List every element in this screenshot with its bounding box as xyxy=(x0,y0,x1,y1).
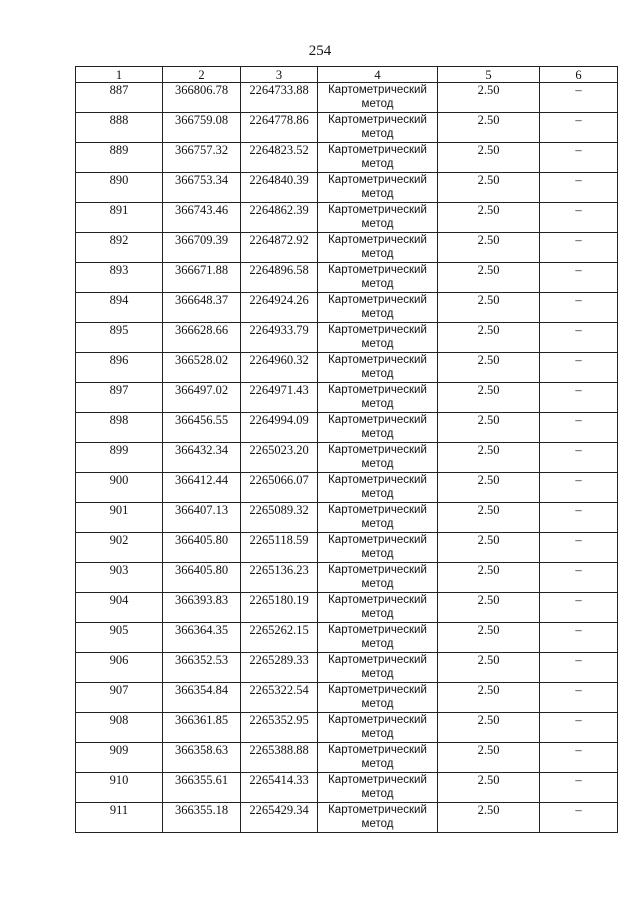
precision-cell: 2.50 xyxy=(438,743,540,773)
note-cell: – xyxy=(540,623,618,653)
y-coordinate-cell: 2265429.34 xyxy=(241,803,318,833)
y-coordinate-cell: 2264862.39 xyxy=(241,203,318,233)
table-row xyxy=(76,323,618,353)
table-row xyxy=(76,713,618,743)
method-cell xyxy=(318,263,438,293)
note-cell: – xyxy=(540,743,618,773)
method-line-2: метод xyxy=(361,458,394,470)
method-line-2: метод xyxy=(361,398,394,410)
x-coordinate-cell: 366405.80 xyxy=(163,533,241,563)
method-cell xyxy=(318,623,438,653)
column-header-5: 5 xyxy=(438,67,540,83)
x-coordinate-cell: 366497.02 xyxy=(163,383,241,413)
point-number-cell: 909 xyxy=(76,743,163,773)
y-coordinate-cell: 2265089.32 xyxy=(241,503,318,533)
method-cell xyxy=(318,173,438,203)
note-cell: – xyxy=(540,83,618,113)
method-line-2: метод xyxy=(361,308,394,320)
method-line-1: Картометрический xyxy=(328,204,427,216)
method-cell xyxy=(318,683,438,713)
x-coordinate-cell: 366361.85 xyxy=(163,713,241,743)
y-coordinate-cell: 2264872.92 xyxy=(241,233,318,263)
method-line-2: метод xyxy=(361,608,394,620)
point-number-cell: 903 xyxy=(76,563,163,593)
x-coordinate-cell: 366709.39 xyxy=(163,233,241,263)
method-line-2: метод xyxy=(361,758,394,770)
y-coordinate-cell: 2265262.15 xyxy=(241,623,318,653)
header-row xyxy=(76,67,618,83)
table-body xyxy=(76,83,618,833)
note-cell: – xyxy=(540,113,618,143)
precision-cell: 2.50 xyxy=(438,443,540,473)
table-row xyxy=(76,743,618,773)
y-coordinate-cell: 2265023.20 xyxy=(241,443,318,473)
table-row xyxy=(76,533,618,563)
point-number-cell: 896 xyxy=(76,353,163,383)
method-line-1: Картометрический xyxy=(328,294,427,306)
table-row xyxy=(76,173,618,203)
x-coordinate-cell: 366407.13 xyxy=(163,503,241,533)
method-line-2: метод xyxy=(361,188,394,200)
note-cell: – xyxy=(540,353,618,383)
point-number-cell: 897 xyxy=(76,383,163,413)
point-number-cell: 892 xyxy=(76,233,163,263)
column-header-3: 3 xyxy=(241,67,318,83)
precision-cell: 2.50 xyxy=(438,713,540,743)
precision-cell: 2.50 xyxy=(438,83,540,113)
page-number: 254 xyxy=(308,43,332,59)
note-cell: – xyxy=(540,263,618,293)
table-row xyxy=(76,413,618,443)
x-coordinate-cell: 366432.34 xyxy=(163,443,241,473)
point-number-cell: 906 xyxy=(76,653,163,683)
method-line-1: Картометрический xyxy=(328,174,427,186)
method-cell xyxy=(318,353,438,383)
precision-cell: 2.50 xyxy=(438,293,540,323)
note-cell: – xyxy=(540,443,618,473)
precision-cell: 2.50 xyxy=(438,503,540,533)
table-row xyxy=(76,623,618,653)
method-line-1: Картометрический xyxy=(328,564,427,576)
column-header-6: 6 xyxy=(540,67,618,83)
point-number-cell: 901 xyxy=(76,503,163,533)
x-coordinate-cell: 366628.66 xyxy=(163,323,241,353)
x-coordinate-cell: 366528.02 xyxy=(163,353,241,383)
x-coordinate-cell: 366393.83 xyxy=(163,593,241,623)
method-cell xyxy=(318,773,438,803)
point-number-cell: 888 xyxy=(76,113,163,143)
point-number-cell: 911 xyxy=(76,803,163,833)
point-number-cell: 900 xyxy=(76,473,163,503)
table-row xyxy=(76,203,618,233)
x-coordinate-cell: 366412.44 xyxy=(163,473,241,503)
y-coordinate-cell: 2264933.79 xyxy=(241,323,318,353)
method-cell xyxy=(318,443,438,473)
method-line-2: метод xyxy=(361,518,394,530)
precision-cell: 2.50 xyxy=(438,113,540,143)
table-row xyxy=(76,113,618,143)
y-coordinate-cell: 2265118.59 xyxy=(241,533,318,563)
method-line-1: Картометрический xyxy=(328,474,427,486)
table-row xyxy=(76,773,618,803)
method-cell xyxy=(318,83,438,113)
method-line-2: метод xyxy=(361,278,394,290)
point-number-cell: 895 xyxy=(76,323,163,353)
point-number-cell: 899 xyxy=(76,443,163,473)
precision-cell: 2.50 xyxy=(438,683,540,713)
point-number-cell: 905 xyxy=(76,623,163,653)
note-cell: – xyxy=(540,173,618,203)
method-line-1: Картометрический xyxy=(328,624,427,636)
precision-cell: 2.50 xyxy=(438,593,540,623)
x-coordinate-cell: 366753.34 xyxy=(163,173,241,203)
x-coordinate-cell: 366648.37 xyxy=(163,293,241,323)
method-line-1: Картометрический xyxy=(328,714,427,726)
point-number-cell: 891 xyxy=(76,203,163,233)
y-coordinate-cell: 2264896.58 xyxy=(241,263,318,293)
x-coordinate-cell: 366358.63 xyxy=(163,743,241,773)
table-row xyxy=(76,263,618,293)
note-cell: – xyxy=(540,143,618,173)
method-line-2: метод xyxy=(361,668,394,680)
note-cell: – xyxy=(540,803,618,833)
method-cell xyxy=(318,653,438,683)
note-cell: – xyxy=(540,563,618,593)
method-line-1: Картометрический xyxy=(328,144,427,156)
precision-cell: 2.50 xyxy=(438,143,540,173)
method-line-1: Картометрический xyxy=(328,744,427,756)
table-row xyxy=(76,653,618,683)
method-line-2: метод xyxy=(361,248,394,260)
y-coordinate-cell: 2264994.09 xyxy=(241,413,318,443)
note-cell: – xyxy=(540,383,618,413)
method-cell xyxy=(318,563,438,593)
method-line-1: Картометрический xyxy=(328,354,427,366)
table-row xyxy=(76,383,618,413)
method-line-2: метод xyxy=(361,638,394,650)
x-coordinate-cell: 366806.78 xyxy=(163,83,241,113)
method-cell xyxy=(318,713,438,743)
y-coordinate-cell: 2265414.33 xyxy=(241,773,318,803)
y-coordinate-cell: 2265180.19 xyxy=(241,593,318,623)
method-line-1: Картометрический xyxy=(328,444,427,456)
point-number-cell: 893 xyxy=(76,263,163,293)
table-row xyxy=(76,593,618,623)
precision-cell: 2.50 xyxy=(438,323,540,353)
y-coordinate-cell: 2265289.33 xyxy=(241,653,318,683)
table-row xyxy=(76,683,618,713)
method-line-1: Картометрический xyxy=(328,504,427,516)
table-row xyxy=(76,563,618,593)
y-coordinate-cell: 2264924.26 xyxy=(241,293,318,323)
y-coordinate-cell: 2265352.95 xyxy=(241,713,318,743)
method-line-1: Картометрический xyxy=(328,594,427,606)
precision-cell: 2.50 xyxy=(438,803,540,833)
method-cell xyxy=(318,593,438,623)
precision-cell: 2.50 xyxy=(438,383,540,413)
y-coordinate-cell: 2264823.52 xyxy=(241,143,318,173)
method-line-2: метод xyxy=(361,98,394,110)
note-cell: – xyxy=(540,323,618,353)
method-line-1: Картометрический xyxy=(328,654,427,666)
column-header-2: 2 xyxy=(163,67,241,83)
note-cell: – xyxy=(540,653,618,683)
method-line-2: метод xyxy=(361,818,394,830)
point-number-cell: 898 xyxy=(76,413,163,443)
method-line-1: Картометрический xyxy=(328,384,427,396)
method-cell xyxy=(318,473,438,503)
method-cell xyxy=(318,293,438,323)
note-cell: – xyxy=(540,683,618,713)
table-row xyxy=(76,233,618,263)
table-row xyxy=(76,83,618,113)
y-coordinate-cell: 2265388.88 xyxy=(241,743,318,773)
table-row xyxy=(76,353,618,383)
x-coordinate-cell: 366354.84 xyxy=(163,683,241,713)
method-line-1: Картометрический xyxy=(328,324,427,336)
precision-cell: 2.50 xyxy=(438,173,540,203)
column-header-4: 4 xyxy=(318,67,438,83)
note-cell: – xyxy=(540,593,618,623)
method-cell xyxy=(318,323,438,353)
x-coordinate-cell: 366405.80 xyxy=(163,563,241,593)
method-cell xyxy=(318,743,438,773)
method-line-1: Картометрический xyxy=(328,84,427,96)
x-coordinate-cell: 366364.35 xyxy=(163,623,241,653)
method-line-2: метод xyxy=(361,428,394,440)
table-row xyxy=(76,443,618,473)
x-coordinate-cell: 366759.08 xyxy=(163,113,241,143)
y-coordinate-cell: 2264733.88 xyxy=(241,83,318,113)
table-row xyxy=(76,473,618,503)
method-line-1: Картометрический xyxy=(328,234,427,246)
table-row xyxy=(76,293,618,323)
method-cell xyxy=(318,203,438,233)
point-number-cell: 890 xyxy=(76,173,163,203)
precision-cell: 2.50 xyxy=(438,623,540,653)
method-line-1: Картометрический xyxy=(328,414,427,426)
y-coordinate-cell: 2264840.39 xyxy=(241,173,318,203)
note-cell: – xyxy=(540,533,618,563)
x-coordinate-cell: 366355.18 xyxy=(163,803,241,833)
method-cell xyxy=(318,413,438,443)
point-number-cell: 894 xyxy=(76,293,163,323)
method-cell xyxy=(318,143,438,173)
point-number-cell: 887 xyxy=(76,83,163,113)
point-number-cell: 907 xyxy=(76,683,163,713)
note-cell: – xyxy=(540,713,618,743)
table-row xyxy=(76,803,618,833)
method-line-2: метод xyxy=(361,218,394,230)
method-cell xyxy=(318,383,438,413)
method-line-2: метод xyxy=(361,488,394,500)
note-cell: – xyxy=(540,413,618,443)
note-cell: – xyxy=(540,293,618,323)
method-cell xyxy=(318,533,438,563)
precision-cell: 2.50 xyxy=(438,413,540,443)
method-line-2: метод xyxy=(361,548,394,560)
method-line-2: метод xyxy=(361,368,394,380)
method-line-1: Картометрический xyxy=(328,774,427,786)
method-line-1: Картометрический xyxy=(328,804,427,816)
method-line-2: метод xyxy=(361,128,394,140)
table-row xyxy=(76,503,618,533)
method-line-2: метод xyxy=(361,788,394,800)
x-coordinate-cell: 366456.55 xyxy=(163,413,241,443)
method-line-2: метод xyxy=(361,578,394,590)
x-coordinate-cell: 366757.32 xyxy=(163,143,241,173)
precision-cell: 2.50 xyxy=(438,203,540,233)
x-coordinate-cell: 366743.46 xyxy=(163,203,241,233)
method-line-1: Картометрический xyxy=(328,114,427,126)
point-number-cell: 904 xyxy=(76,593,163,623)
note-cell: – xyxy=(540,773,618,803)
point-number-cell: 908 xyxy=(76,713,163,743)
column-header-1: 1 xyxy=(76,67,163,83)
precision-cell: 2.50 xyxy=(438,653,540,683)
y-coordinate-cell: 2265322.54 xyxy=(241,683,318,713)
y-coordinate-cell: 2264960.32 xyxy=(241,353,318,383)
x-coordinate-cell: 366671.88 xyxy=(163,263,241,293)
y-coordinate-cell: 2264778.86 xyxy=(241,113,318,143)
method-line-2: метод xyxy=(361,158,394,170)
y-coordinate-cell: 2264971.43 xyxy=(241,383,318,413)
note-cell: – xyxy=(540,503,618,533)
precision-cell: 2.50 xyxy=(438,533,540,563)
precision-cell: 2.50 xyxy=(438,563,540,593)
method-line-2: метод xyxy=(361,698,394,710)
method-cell xyxy=(318,803,438,833)
point-number-cell: 889 xyxy=(76,143,163,173)
y-coordinate-cell: 2265066.07 xyxy=(241,473,318,503)
method-line-1: Картометрический xyxy=(328,264,427,276)
x-coordinate-cell: 366355.61 xyxy=(163,773,241,803)
point-number-cell: 910 xyxy=(76,773,163,803)
method-cell xyxy=(318,113,438,143)
y-coordinate-cell: 2265136.23 xyxy=(241,563,318,593)
precision-cell: 2.50 xyxy=(438,233,540,263)
method-line-1: Картометрический xyxy=(328,534,427,546)
x-coordinate-cell: 366352.53 xyxy=(163,653,241,683)
point-number-cell: 902 xyxy=(76,533,163,563)
note-cell: – xyxy=(540,473,618,503)
precision-cell: 2.50 xyxy=(438,263,540,293)
table-row xyxy=(76,143,618,173)
coordinates-table xyxy=(75,66,618,833)
method-line-2: метод xyxy=(361,728,394,740)
note-cell: – xyxy=(540,203,618,233)
precision-cell: 2.50 xyxy=(438,353,540,383)
precision-cell: 2.50 xyxy=(438,773,540,803)
method-line-2: метод xyxy=(361,338,394,350)
method-cell xyxy=(318,233,438,263)
method-line-1: Картометрический xyxy=(328,684,427,696)
note-cell: – xyxy=(540,233,618,263)
method-cell xyxy=(318,503,438,533)
precision-cell: 2.50 xyxy=(438,473,540,503)
